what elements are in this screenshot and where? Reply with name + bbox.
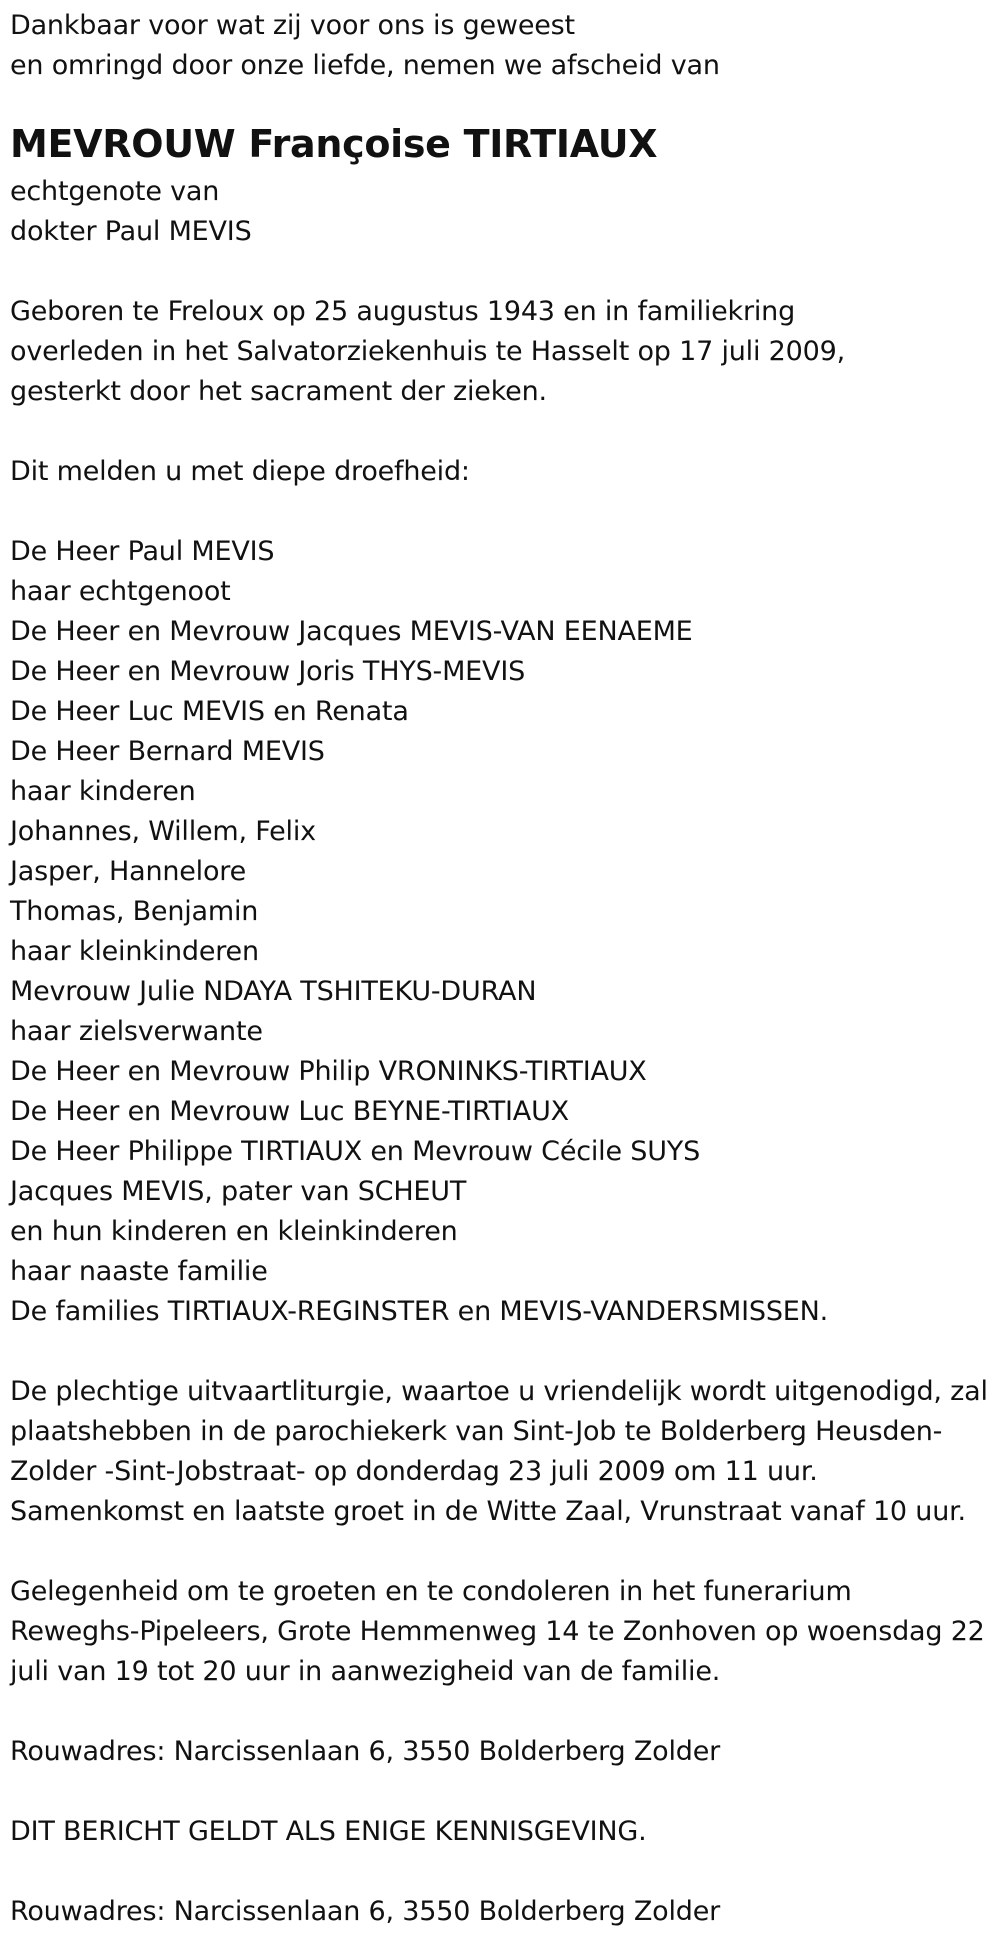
spouse-section xyxy=(10,172,995,252)
spacer xyxy=(10,1852,995,1892)
family-line: haar kleinkinderen xyxy=(10,936,259,967)
obituary-notice xyxy=(10,6,995,1932)
family-line: Jacques MEVIS, pater van SCHEUT xyxy=(10,1176,467,1207)
mourning-address-repeat: Rouwadres: Narcissenlaan 6, 3550 Bolderberg Zolder xyxy=(10,1896,721,1927)
family-line: haar zielsverwante xyxy=(10,1016,263,1047)
family-line: en hun kinderen en kleinkinderen xyxy=(10,1216,458,1247)
family-line: De Heer Paul MEVIS xyxy=(10,536,275,567)
family-line: haar naaste familie xyxy=(10,1256,268,1287)
mourning-address: Rouwadres: Narcissenlaan 6, 3550 Bolderberg Zolder xyxy=(10,1736,721,1767)
announcement: Dit melden u met diepe droefheid: xyxy=(10,456,470,487)
intro-section xyxy=(10,6,995,86)
condolences-section xyxy=(10,1572,995,1692)
funeral-section xyxy=(10,1372,995,1532)
family-line: Thomas, Benjamin xyxy=(10,896,259,927)
spacer xyxy=(10,412,995,452)
funeral-line: Zolder -Sint-Jobstraat- op donderdag 23 juli 2009 om 11 uur. xyxy=(10,1456,818,1487)
notice-text: DIT BERICHT GELDT ALS ENIGE KENNISGEVING. xyxy=(10,1816,647,1847)
family-line: Johannes, Willem, Felix xyxy=(10,816,316,847)
spacer xyxy=(10,1772,995,1812)
family-line: Mevrouw Julie NDAYA TSHITEKU-DURAN xyxy=(10,976,537,1007)
family-line: haar kinderen xyxy=(10,776,196,807)
spacer xyxy=(10,1532,995,1572)
intro-line: en omringd door onze liefde, nemen we afscheid van xyxy=(10,50,720,81)
condolences-line: Reweghs-Pipeleers, Grote Hemmenweg 14 te Zonhoven op woensdag 22 xyxy=(10,1616,985,1647)
spacer xyxy=(10,252,995,292)
family-line: De Heer en Mevrouw Luc BEYNE-TIRTIAUX xyxy=(10,1096,569,1127)
spacer xyxy=(10,492,995,532)
birth-death-section xyxy=(10,292,995,412)
birth-death-line: gesterkt door het sacrament der zieken. xyxy=(10,376,547,407)
family-line: De Heer en Mevrouw Jacques MEVIS-VAN EENAEME xyxy=(10,616,693,647)
family-line: De families TIRTIAUX-REGINSTER en MEVIS-VANDERSMISSEN. xyxy=(10,1296,828,1327)
spacer xyxy=(10,1332,995,1372)
family-line: De Heer Bernard MEVIS xyxy=(10,736,325,767)
intro-line: Dankbaar voor wat zij voor ons is geweest xyxy=(10,10,575,41)
spouse-line: dokter Paul MEVIS xyxy=(10,216,252,247)
family-line: haar echtgenoot xyxy=(10,576,231,607)
family-line: Jasper, Hannelore xyxy=(10,856,247,887)
deceased-name: MEVROUW Françoise TIRTIAUX xyxy=(10,122,658,166)
spouse-line: echtgenote van xyxy=(10,176,220,207)
condolences-line: Gelegenheid om te groeten en te condoleren in het funerarium xyxy=(10,1576,852,1607)
spacer xyxy=(10,1692,995,1732)
family-line: De Heer Philippe TIRTIAUX en Mevrouw Cécile SUYS xyxy=(10,1136,701,1167)
family-list xyxy=(10,532,995,1332)
birth-death-line: Geboren te Freloux op 25 augustus 1943 en in familiekring xyxy=(10,296,796,327)
family-line: De Heer en Mevrouw Joris THYS-MEVIS xyxy=(10,656,526,687)
family-line: De Heer Luc MEVIS en Renata xyxy=(10,696,409,727)
funeral-line: plaatshebben in de parochiekerk van Sint-Job te Bolderberg Heusden- xyxy=(10,1416,943,1447)
family-line: De Heer en Mevrouw Philip VRONINKS-TIRTIAUX xyxy=(10,1056,647,1087)
funeral-line: De plechtige uitvaartliturgie, waartoe u vriendelijk wordt uitgenodigd, zal xyxy=(10,1376,988,1407)
birth-death-line: overleden in het Salvatorziekenhuis te Hasselt op 17 juli 2009, xyxy=(10,336,845,367)
condolences-line: juli van 19 tot 20 uur in aanwezigheid van de familie. xyxy=(10,1656,721,1687)
funeral-line: Samenkomst en laatste groet in de Witte Zaal, Vrunstraat vanaf 10 uur. xyxy=(10,1496,966,1527)
